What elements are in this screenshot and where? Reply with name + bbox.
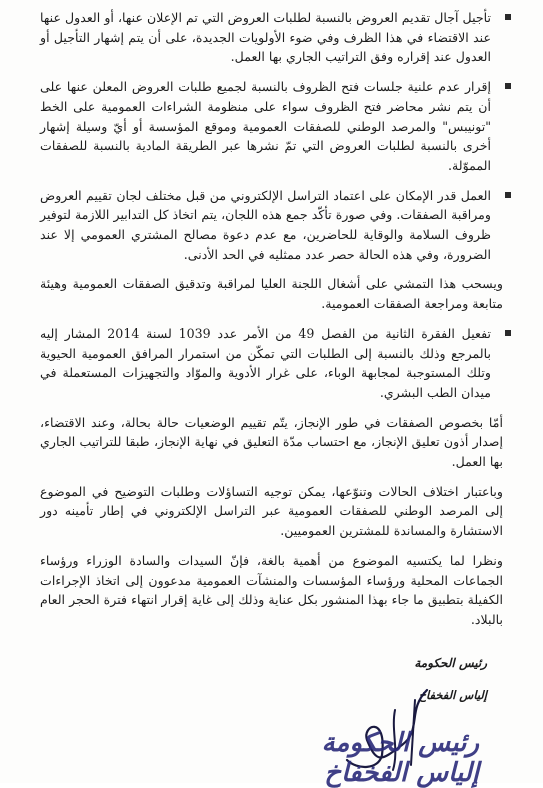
bullet-square-icon <box>505 192 511 198</box>
bullet-square-icon <box>505 14 511 20</box>
bullet-square-icon <box>505 330 511 336</box>
signatory-title: رئيس الحكومة <box>414 656 487 670</box>
paragraph-text: تفعيل الفقرة الثانية من الفصل 49 من الأمر عدد 1039 لسنة 2014 المشار إليه بالمرجع وذلك بالنسبة إلى الطلبات التي تمكّن من استمرار المرافق العمومية الحيوية وتلك المستوجبة لمجابهة الوباء، على غرار الأدوية والموّاد والتجهيزات المستعملة في ميدان الطب البشري. <box>40 325 491 400</box>
bullet-paragraph <box>40 8 503 67</box>
paragraph-text: ويسحب هذا التمشي على أشغال اللجنة العليا لمراقبة وتدقيق الصفقات العمومية وهيئة متابعة ومراجعة الصفقات العمومية. <box>40 276 503 312</box>
paragraph-text: أمّا بخصوص الصفقات في طور الإنجاز، يتّم تقييم الوضعيات حالة بحالة، وعند الاقتضاء، إصدار أذون تعليق الإنجاز، مع احتساب مدّة التعليق في نهاية الإنجاز، طبقا للتراتيب الجاري بها العمل. <box>40 414 503 470</box>
stamp-line-name: إلياس الفخفاخ <box>324 758 479 788</box>
bullet-square-icon <box>505 83 511 89</box>
paragraph-text: وباعتبار اختلاف الحالات وتنوّعها، يمكن توجيه التساؤلات وطلبات التوضيح في الموضوع إلى المرصد الوطني للصفقات العمومية عبر التراسل الإلكتروني في إطار تأمينه دور الاستشارة والمساندة للمشترين العموميين. <box>40 483 503 539</box>
paragraph-text: تأجيل آجال تقديم العروض بالنسبة لطلبات العروض التي تم الإعلان عنها، أو العدول عنها عند الاقتضاء في هذا الظرف وفي ضوء الأولويات الجديدة، على أن يتم إشهار التأجيل أو العدول عند إقراره وفق التراتيب الجاري بها العمل. <box>40 10 491 65</box>
paragraph <box>40 274 503 313</box>
bullet-paragraph <box>40 77 503 176</box>
document-body <box>40 8 503 640</box>
paragraph-text: إقرار عدم علنية جلسات فتح الظروف بالنسبة لجميع طلبات العروض المعلن عنها على أن يتم نشر محاضر فتح الظروف سواء على منظومة الشراءات العمومية على الخط "تونيبس" والمرصد الوطني للصفقات العمومية وموقع المؤسسة أو أيّ وسيلة إشهار أخرى بالنسبة لطلبات العروض التي تمّ نشرها عبر الطريقة المادية بالنسبة للصفقات المموّلة. <box>40 79 491 173</box>
stamp-line-title: رئيس الحكومة <box>321 728 479 758</box>
paragraph-text: ونظرا لما يكتسيه الموضوع من أهمية بالغة، فإنّ السيدات والسادة الوزراء ورؤساء الجماعات المحلية ورؤساء المؤسسات والمنشآت العمومية مدعوون إلى اتخاذ الإجراءات الكفيلة بتطبيق ما جاء بهذا المنشور بكل عناية وذلك إلى غاية إقرار انتهاء فترة الحجر العام بالبلاد. <box>40 552 503 627</box>
paragraph <box>40 482 503 541</box>
signatory-name: إلياس الفخفاخ <box>418 688 487 702</box>
bullet-paragraph <box>40 324 503 403</box>
paragraph <box>40 551 503 630</box>
paragraph <box>40 413 503 472</box>
signature-block <box>307 650 487 788</box>
bullet-paragraph <box>40 186 503 265</box>
paragraph-text: العمل قدر الإمكان على اعتماد التراسل الإلكتروني من قبل مختلف لجان تقييم العروض ومراقبة الصفقات. وفي صورة تأكّد جمع هذه اللجان، يتم اتخاذ كل التدابير اللازمة لتوفير ظروف السلامة والوقاية للحاضرين، مع عدم دعوة مصالح المشتري العمومي إلا عند الضرورة، وفي هذه الحالة حصر عدد ممثليه في الحد الأدنى. <box>40 187 491 262</box>
official-stamp <box>322 728 479 788</box>
